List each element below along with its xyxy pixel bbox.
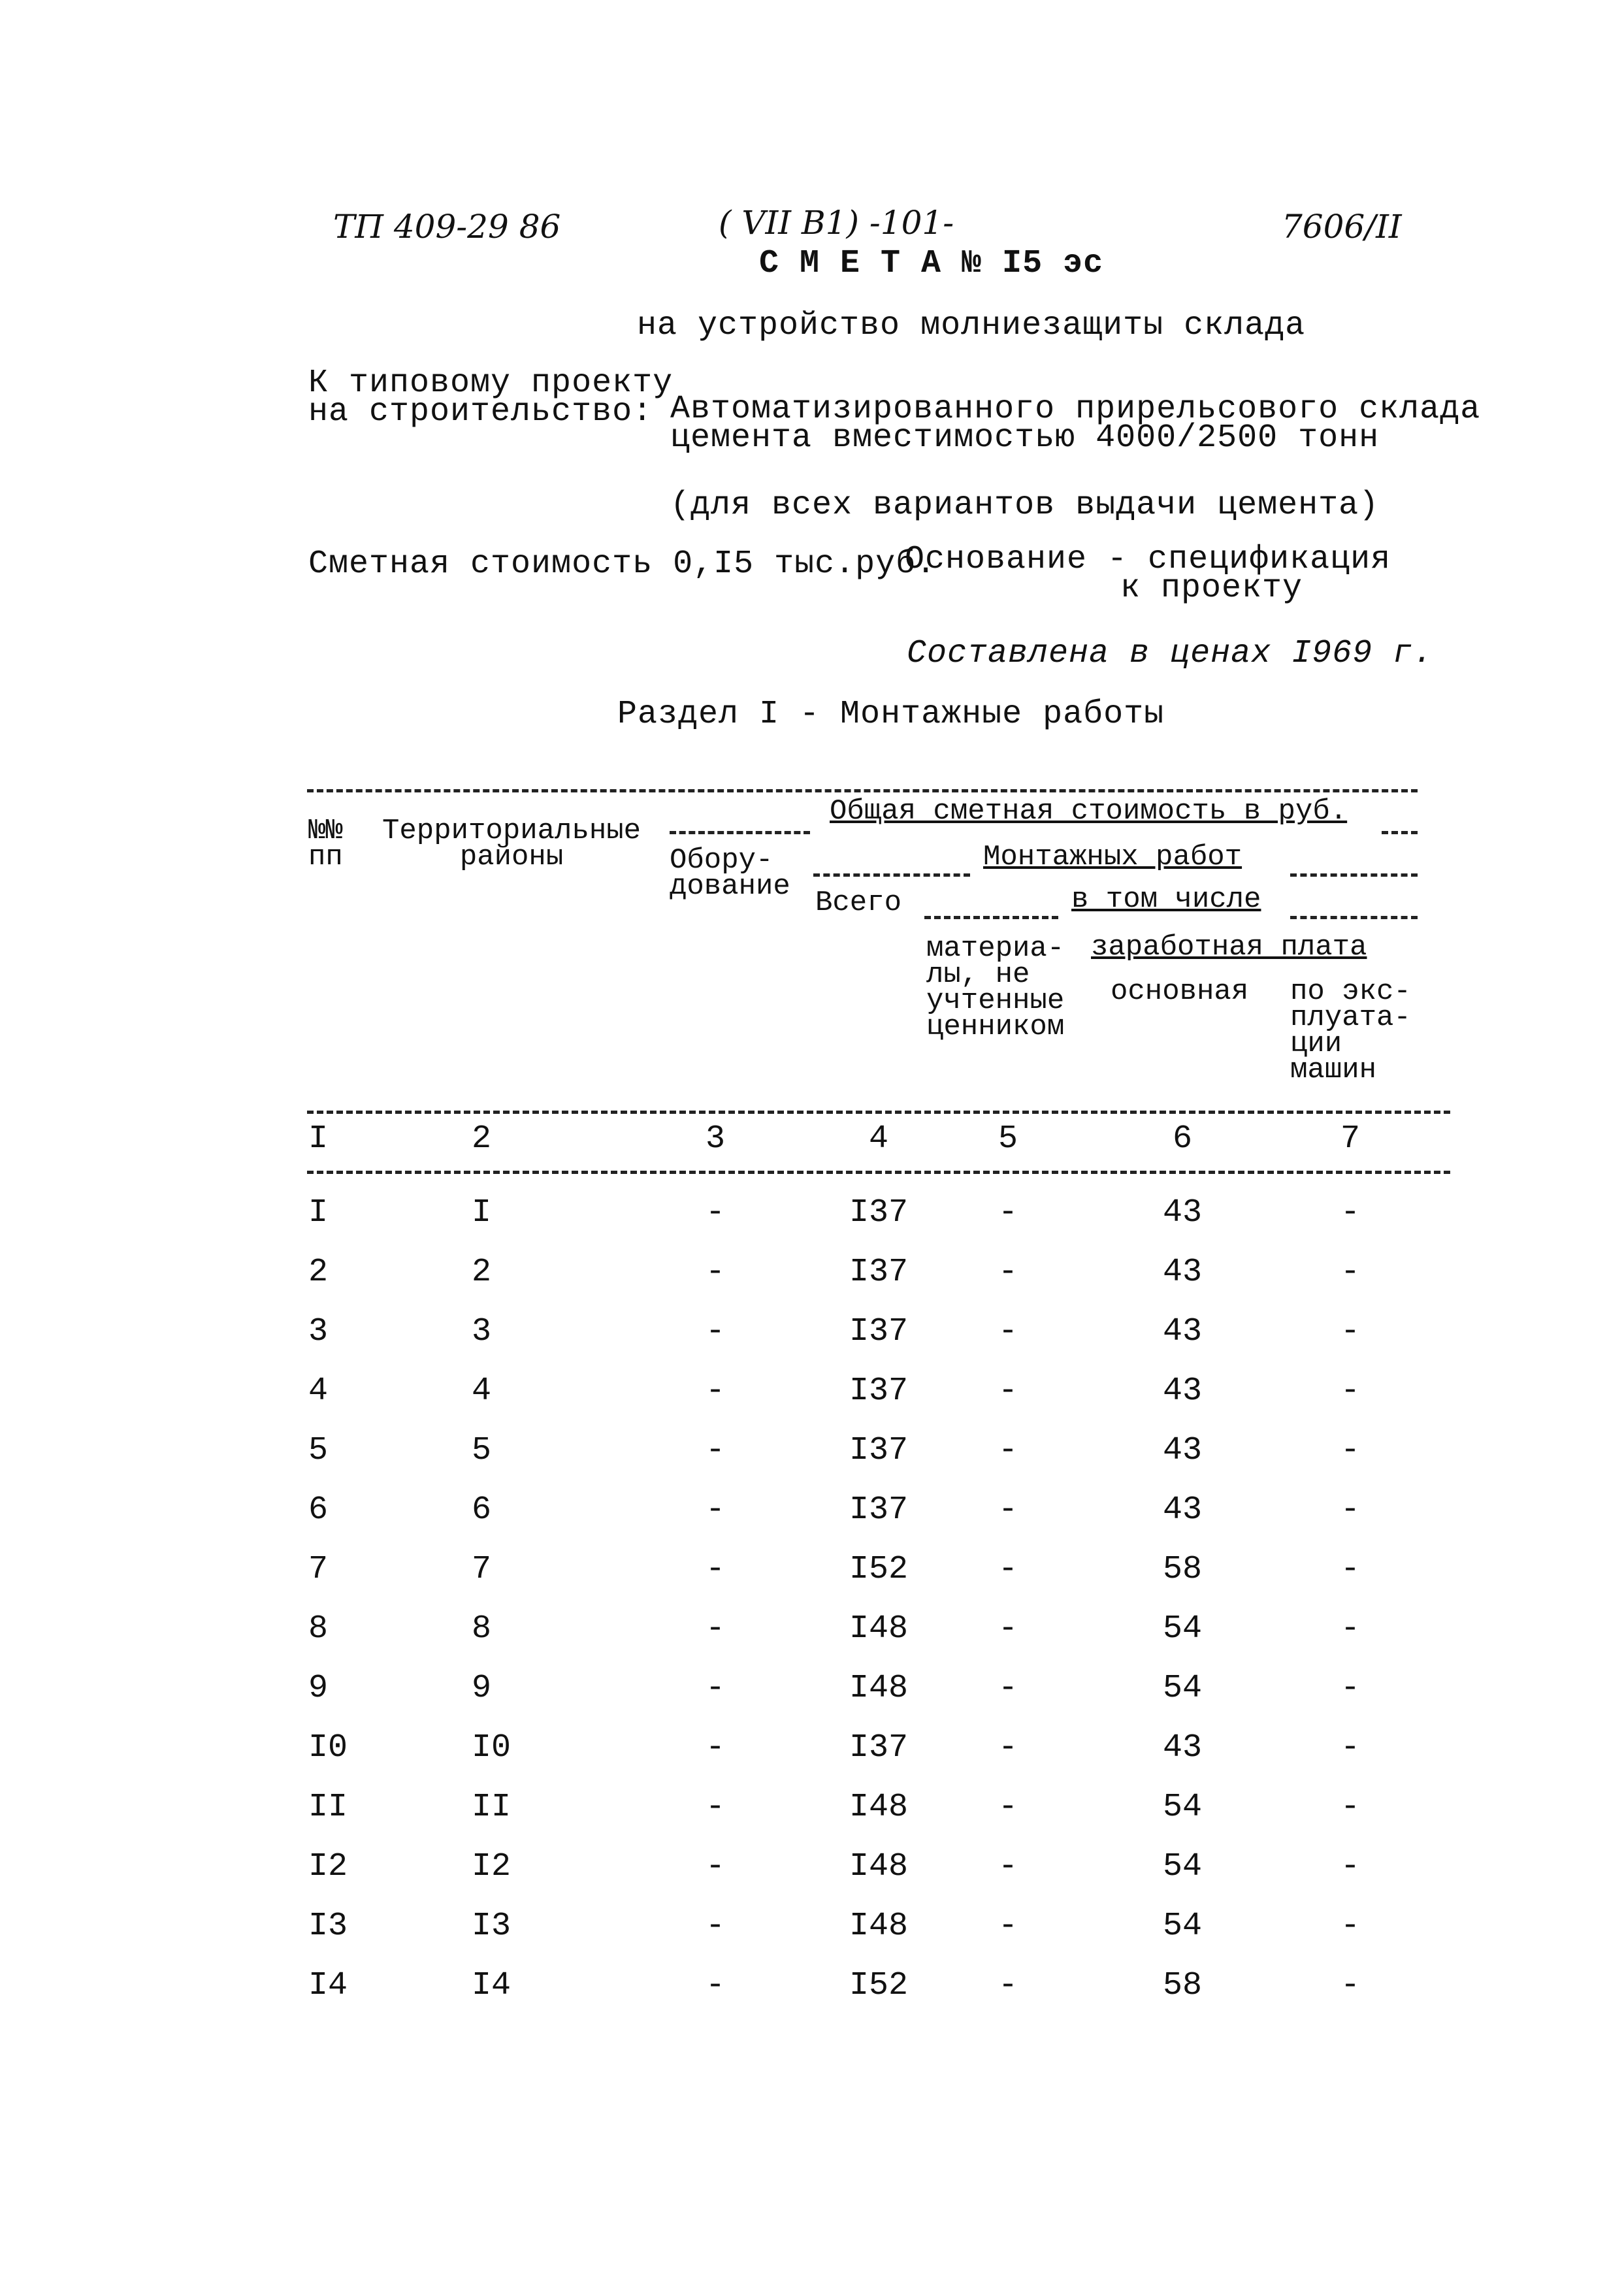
- table-cell: -: [1340, 1967, 1361, 2004]
- table-cell: -: [705, 1432, 726, 1469]
- table-cell: 9: [308, 1670, 329, 1707]
- table-cell: 43: [1162, 1254, 1203, 1291]
- table-cell: 58: [1162, 1967, 1203, 2004]
- table-cell: I3: [472, 1908, 512, 1945]
- header-rule-2: [1382, 831, 1418, 834]
- table-cell: -: [998, 1254, 1018, 1291]
- table-cell: I: [472, 1194, 492, 1231]
- table-cell: 3: [472, 1313, 492, 1350]
- table-cell: -: [705, 1491, 726, 1529]
- table-cell: I3: [308, 1908, 348, 1945]
- table-cell: -: [998, 1670, 1018, 1707]
- column-number: 7: [1340, 1120, 1361, 1158]
- table-cell: -: [998, 1313, 1018, 1350]
- col-header-including: в том числе: [1071, 883, 1261, 916]
- table-cell: 54: [1162, 1789, 1203, 1826]
- project-name: Автоматизированного прирельсового склада цемента вместимостью 4000/2500 тонн: [670, 391, 1481, 457]
- col-header-installation: Монтажных работ: [983, 841, 1242, 873]
- col-header-basic: основная: [1111, 975, 1249, 1008]
- table-cell: -: [705, 1729, 726, 1766]
- table-cell: 54: [1162, 1848, 1203, 1885]
- variants-note: (для всех вариантов выдачи цемента): [670, 487, 1380, 524]
- table-cell: -: [1340, 1908, 1361, 1945]
- table-cell: -: [998, 1551, 1018, 1588]
- table-cell: I2: [308, 1848, 348, 1885]
- table-cell: -: [705, 1610, 726, 1648]
- column-number: I: [308, 1120, 329, 1158]
- table-cell: -: [705, 1848, 726, 1885]
- table-cell: I37: [849, 1313, 909, 1350]
- sheet-code: ( VII B1) -101-: [719, 204, 954, 242]
- table-cell: -: [1340, 1491, 1361, 1529]
- table-cell: 43: [1162, 1432, 1203, 1469]
- project-code: ТП 409-29 86: [333, 208, 561, 246]
- price-basis: Составлена в ценах I969 г.: [907, 635, 1434, 672]
- table-cell: I37: [849, 1194, 909, 1231]
- table-cell: I48: [849, 1908, 909, 1945]
- col-header-region: Территориальные районы: [382, 815, 641, 873]
- table-cell: -: [998, 1194, 1018, 1231]
- column-numbers-top-rule: [307, 1111, 1450, 1114]
- table-cell: 54: [1162, 1908, 1203, 1945]
- table-cell: II: [308, 1789, 348, 1826]
- table-cell: I37: [849, 1254, 909, 1291]
- table-cell: -: [1340, 1432, 1361, 1469]
- header-rule-3: [813, 873, 970, 877]
- table-cell: -: [705, 1551, 726, 1588]
- section-title: Раздел I - Монтажные работы: [617, 696, 1165, 733]
- table-cell: -: [705, 1670, 726, 1707]
- table-cell: 54: [1162, 1670, 1203, 1707]
- table-cell: I37: [849, 1432, 909, 1469]
- table-cell: -: [1340, 1848, 1361, 1885]
- table-cell: 43: [1162, 1313, 1203, 1350]
- col-header-wages: заработная плата: [1091, 931, 1367, 964]
- table-cell: I0: [308, 1729, 348, 1766]
- table-cell: 7: [308, 1551, 329, 1588]
- table-cell: I4: [308, 1967, 348, 2004]
- table-cell: -: [705, 1789, 726, 1826]
- table-cell: I48: [849, 1610, 909, 1648]
- col-header-machines: по экс- плуата- ции машин: [1290, 975, 1411, 1086]
- document-title: С М Е Т А № I5 эс: [759, 245, 1104, 282]
- table-cell: -: [1340, 1254, 1361, 1291]
- table-cell: 3: [308, 1313, 329, 1350]
- table-cell: I0: [472, 1729, 512, 1766]
- table-cell: 43: [1162, 1491, 1203, 1529]
- document-subtitle: на устройство молниезащиты склада: [637, 307, 1306, 344]
- col-header-number: №№ пп: [308, 815, 343, 873]
- table-cell: I37: [849, 1729, 909, 1766]
- table-cell: I4: [472, 1967, 512, 2004]
- header-rule-1: [670, 831, 810, 834]
- table-cell: I37: [849, 1491, 909, 1529]
- table-cell: I48: [849, 1789, 909, 1826]
- table-cell: -: [705, 1373, 726, 1410]
- table-cell: 7: [472, 1551, 492, 1588]
- table-cell: -: [998, 1610, 1018, 1648]
- table-cell: -: [998, 1373, 1018, 1410]
- table-cell: -: [1340, 1551, 1361, 1588]
- column-number: 4: [868, 1120, 889, 1158]
- basis: Основание - спецификация к проекту: [905, 541, 1391, 607]
- table-cell: 2: [308, 1254, 329, 1291]
- table-cell: -: [998, 1789, 1018, 1826]
- table-cell: 4: [308, 1373, 329, 1410]
- column-number: 3: [705, 1120, 726, 1158]
- table-cell: 58: [1162, 1551, 1203, 1588]
- table-cell: I37: [849, 1373, 909, 1410]
- table-cell: -: [1340, 1373, 1361, 1410]
- table-cell: -: [1340, 1729, 1361, 1766]
- col-header-total-cost: Общая сметная стоимость в руб.: [830, 795, 1348, 828]
- table-cell: -: [705, 1967, 726, 2004]
- table-cell: -: [705, 1908, 726, 1945]
- column-number: 6: [1172, 1120, 1193, 1158]
- header-rule-4: [1290, 873, 1418, 877]
- table-cell: II: [472, 1789, 512, 1826]
- table-cell: I48: [849, 1848, 909, 1885]
- table-cell: -: [998, 1491, 1018, 1529]
- table-cell: -: [998, 1908, 1018, 1945]
- table-cell: 8: [308, 1610, 329, 1648]
- table-cell: 43: [1162, 1373, 1203, 1410]
- table-cell: -: [705, 1254, 726, 1291]
- table-top-rule: [307, 789, 1418, 792]
- table-cell: I48: [849, 1670, 909, 1707]
- table-cell: -: [705, 1313, 726, 1350]
- table-cell: 6: [308, 1491, 329, 1529]
- project-label: К типовому проекту на строительство:: [308, 365, 674, 431]
- table-cell: -: [1340, 1610, 1361, 1648]
- table-cell: I2: [472, 1848, 512, 1885]
- column-number: 5: [998, 1120, 1018, 1158]
- table-cell: -: [1340, 1670, 1361, 1707]
- table-cell: -: [1340, 1789, 1361, 1826]
- col-header-materials: материа- лы, не учтенные ценником: [926, 932, 1065, 1043]
- table-cell: I52: [849, 1967, 909, 2004]
- col-header-total: Всего: [815, 886, 902, 919]
- table-cell: 2: [472, 1254, 492, 1291]
- column-numbers-bottom-rule: [307, 1171, 1450, 1174]
- table-cell: -: [998, 1432, 1018, 1469]
- table-cell: -: [998, 1729, 1018, 1766]
- table-cell: 5: [308, 1432, 329, 1469]
- table-cell: I: [308, 1194, 329, 1231]
- table-cell: 4: [472, 1373, 492, 1410]
- table-cell: -: [998, 1848, 1018, 1885]
- table-cell: 43: [1162, 1194, 1203, 1231]
- table-cell: -: [1340, 1194, 1361, 1231]
- table-cell: 9: [472, 1670, 492, 1707]
- table-cell: -: [705, 1194, 726, 1231]
- header-rule-5: [924, 916, 1058, 919]
- table-cell: 6: [472, 1491, 492, 1529]
- table-cell: 54: [1162, 1610, 1203, 1648]
- table-cell: 43: [1162, 1729, 1203, 1766]
- table-cell: 8: [472, 1610, 492, 1648]
- table-cell: I52: [849, 1551, 909, 1588]
- table-cell: -: [998, 1967, 1018, 2004]
- table-cell: -: [1340, 1313, 1361, 1350]
- column-number: 2: [472, 1120, 492, 1158]
- table-cell: 5: [472, 1432, 492, 1469]
- estimated-cost: Сметная стоимость 0,I5 тыс.руб.: [308, 545, 937, 583]
- archive-number: 7606/II: [1282, 208, 1402, 246]
- col-header-equipment: Обору- дование: [670, 844, 790, 903]
- header-rule-6: [1290, 916, 1418, 919]
